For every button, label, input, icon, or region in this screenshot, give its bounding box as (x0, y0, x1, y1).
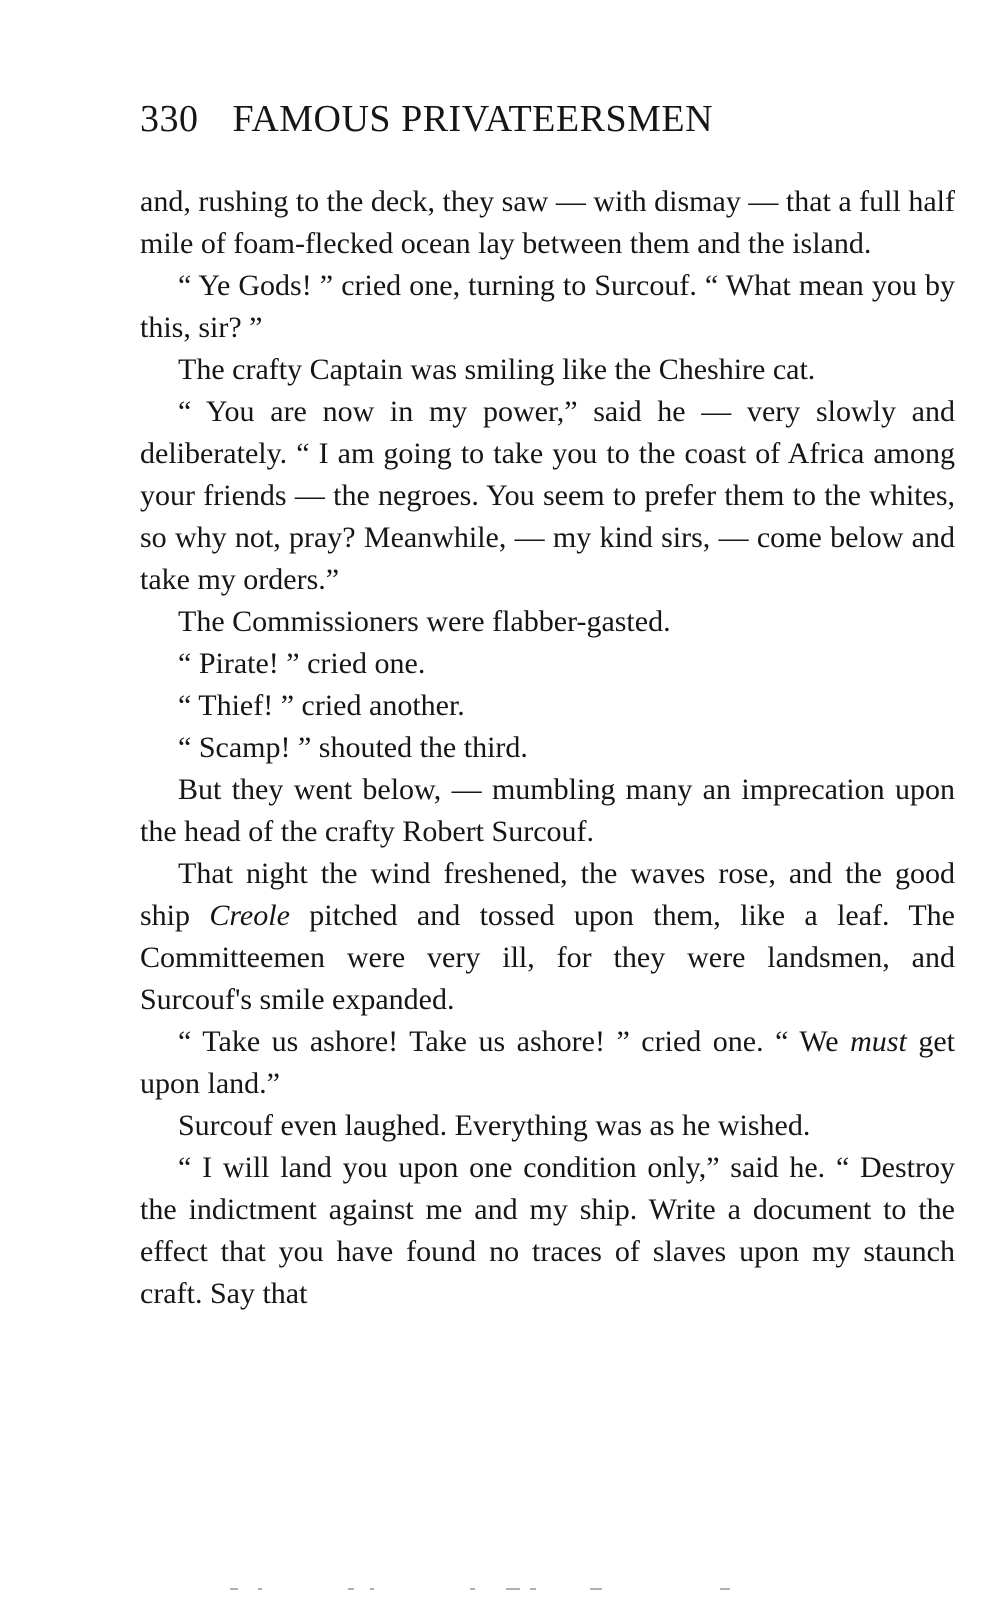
text-run: pitched and tossed upon them, like a leaf. The Committeemen were very ill, for they were landsmen, and Surcouf's smile expanded. (140, 899, 955, 1016)
running-title: FAMOUS PRIVATEERSMEN (232, 98, 714, 140)
paragraph (140, 265, 955, 349)
paragraph (140, 1021, 955, 1105)
paragraph (140, 727, 955, 769)
paragraph (140, 769, 955, 853)
bottom-edge-marks (230, 1588, 750, 1594)
paragraph (140, 349, 955, 391)
italic-text: must (850, 1025, 907, 1058)
text-run: and, rushing to the deck, they saw — with dismay — that a full half mile of foam-flecked ocean lay between them and the island. (140, 185, 955, 260)
text-run: get upon land.” (140, 1025, 955, 1100)
paragraph (140, 685, 955, 727)
paragraph (140, 181, 955, 265)
text-run: “ Scamp! ” shouted the third. (178, 731, 528, 764)
paragraph (140, 853, 955, 1021)
paragraph (140, 601, 955, 643)
text-run: “ Thief! ” cried another. (178, 689, 465, 722)
text-run: “ You are now in my power,” said he — very slowly and deliberately. “ I am going to take you to the coast of Africa among your friends — the negroes. You seem to prefer them to the whites, so why not, pray? Meanwhile, — my kind sirs, — come below and take my orders.” (140, 395, 955, 596)
paragraph (140, 1105, 955, 1147)
paragraph (140, 1147, 955, 1315)
text-run: But they went below, — mumbling many an imprecation upon the head of the crafty Robert Surcouf. (140, 773, 955, 848)
paragraph (140, 643, 955, 685)
running-header (140, 96, 940, 142)
text-run: The Commissioners were flabber-gasted. (178, 605, 671, 638)
text-run: “ I will land you upon one condition only,” said he. “ Destroy the indictment against me and my ship. Write a document to the effect that you have found no traces of slaves upon my staunch craft. Say that (140, 1151, 955, 1310)
body-text (140, 181, 955, 1315)
italic-text: Creole (209, 899, 290, 932)
text-run: “ Take us ashore! Take us ashore! ” cried one. “ We (178, 1025, 851, 1058)
text-run: “ Pirate! ” cried one. (178, 647, 426, 680)
page-number: 330 (140, 98, 199, 140)
text-run: “ Ye Gods! ” cried one, turning to Surcouf. “ What mean you by this, sir? ” (140, 269, 955, 344)
paragraph (140, 391, 955, 601)
text-run: Surcouf even laughed. Everything was as he wished. (178, 1109, 811, 1142)
text-run: That night the wind freshened, the waves rose, and the good ship (140, 857, 955, 932)
text-run: The crafty Captain was smiling like the Cheshire cat. (178, 353, 816, 386)
